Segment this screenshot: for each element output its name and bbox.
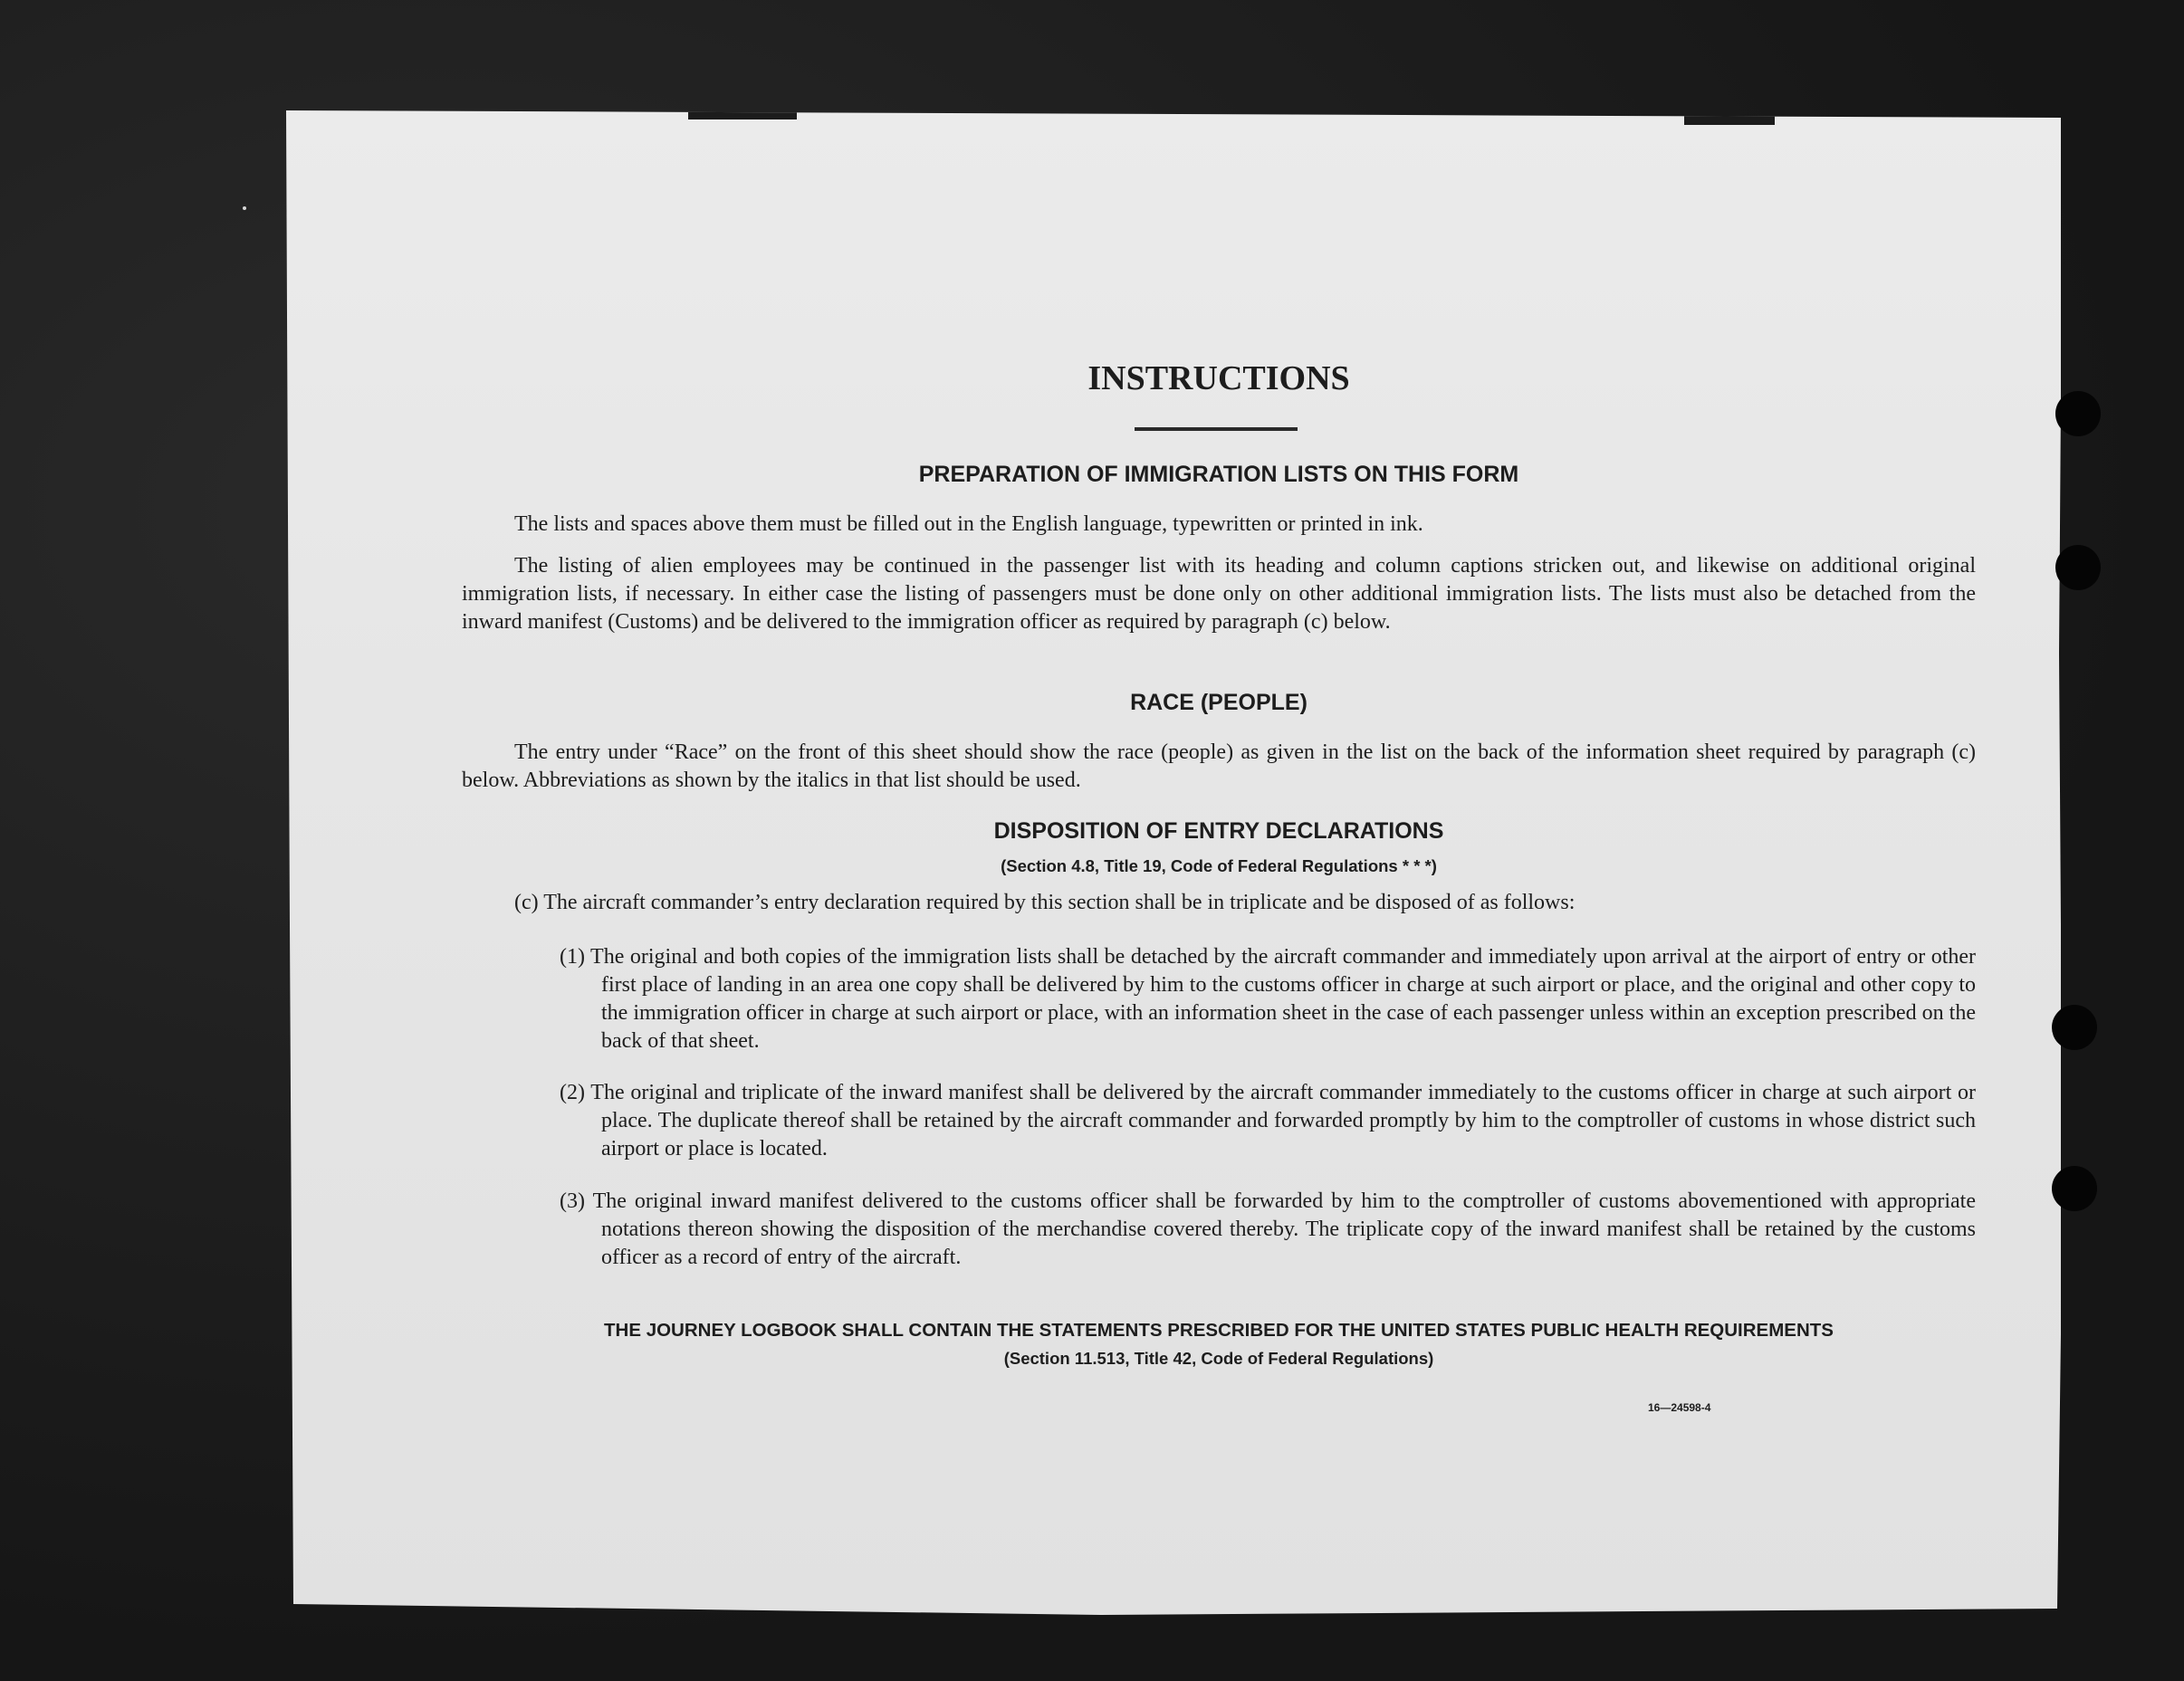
list-item-2: (2) The original and triplicate of the inward manifest shall be delivered by the aircraft commander immediately to the customs officer in charge at such airport or place. The duplicate thereof shall be retained by the aircraft commander and forwarded promptly by him to the comptroller of customs in whose district such airport or place is located. [560, 1081, 1976, 1160]
paragraph-race: The entry under “Race” on the front of this sheet should show the race (people) as given in the list on the back of the information sheet required by paragraph (c) below. Abbreviations as shown by the italics in that list should be used. [462, 740, 1976, 792]
page-title: INSTRUCTIONS [1087, 359, 1350, 397]
scan-speck [243, 206, 246, 210]
form-number: 16—24598-4 [1648, 1401, 1711, 1414]
section-heading-disposition: DISPOSITION OF ENTRY DECLARATIONS [993, 818, 1444, 844]
list-item-1: (1) The original and both copies of the immigration lists shall be detached by the aircraft commander and immediately upon arrival at the airport of entry or other first place of landing in an area one copy shall be delivered by him to the customs officer in charge at such airport or place, and the original and other copy to the immigration officer in charge at such airport or place, with an information sheet in the case of each passenger unless within an exception prescribed on the back of that sheet. [560, 945, 1976, 1053]
paragraph-alien-employees: The listing of alien employees may be continued in the passenger list with its heading and column captions stricken out, and likewise on additional original immigration lists, if necessary. In either case the listing of passengers must be done only on other additional immigration lists. The lists must also be detached from the inward manifest (Customs) and be delivered to the immigration officer as required by paragraph (c) below. [462, 554, 1976, 634]
list-item-3: (3) The original inward manifest delivered to the customs officer shall be forwarded by him to the comptroller of customs abovementioned with appropriate notations thereon showing the disposition of the merchandise covered thereby. The triplicate copy of the inward manifest shall be retained by the customs officer as a record of entry of the aircraft. [560, 1189, 1976, 1269]
punch-hole [2055, 545, 2101, 590]
section-heading-race: RACE (PEOPLE) [1130, 690, 1308, 715]
paragraph-c-intro: (c) The aircraft commander’s entry declaration required by this section shall be in triplicate and be disposed of as follows: [514, 891, 1576, 914]
punch-hole [2055, 391, 2101, 436]
footer-citation: (Section 11.513, Title 42, Code of Federal Regulations) [1003, 1349, 1434, 1368]
footer-health-requirements: THE JOURNEY LOGBOOK SHALL CONTAIN THE STATEMENTS PRESCRIBED FOR THE UNITED STATES PUBLIC HEALTH REQUIREMENTS [604, 1320, 1834, 1341]
punch-hole [2052, 1005, 2097, 1050]
title-underline [1135, 427, 1298, 431]
punch-hole [2052, 1166, 2097, 1211]
paragraph-language: The lists and spaces above them must be filled out in the English language, typewritten or printed in ink. [514, 512, 1423, 536]
section-citation: (Section 4.8, Title 19, Code of Federal Regulations * * *) [1001, 856, 1437, 875]
section-heading-preparation: PREPARATION OF IMMIGRATION LISTS ON THIS FORM [918, 462, 1519, 487]
